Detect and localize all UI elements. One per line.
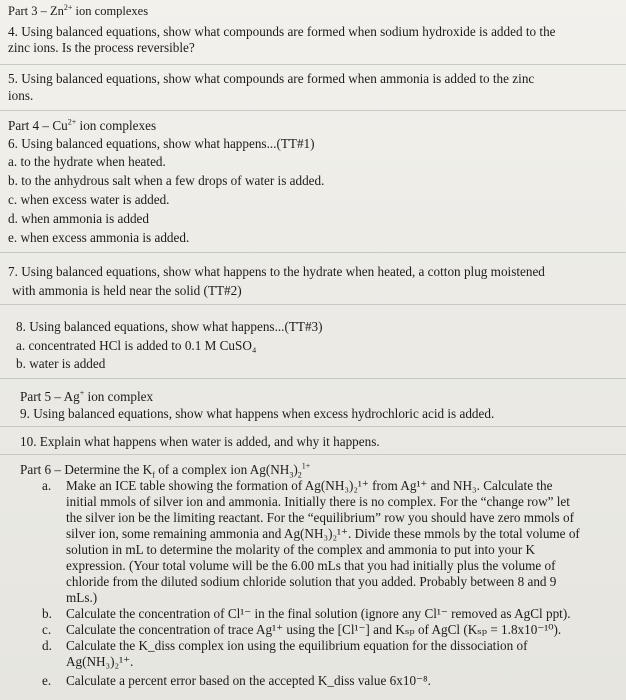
item-d-label: d. [42, 638, 52, 653]
item-a-line: Make an ICE table showing the formation of Ag(NH₃)₂¹⁺ from Ag¹⁺ and NH₃. Calculate the [66, 478, 553, 493]
divider [0, 304, 626, 305]
question-10: 10. Explain what happens when water is added, and why it happens. [20, 434, 380, 449]
item-b-text: Calculate the concentration of Cl¹⁻ in the final solution (ignore any Cl¹⁻ removed as AgCl ppt). [66, 606, 571, 621]
question-4-line1: 4. Using balanced equations, show what compounds are formed when sodium hydroxide is added to the [8, 24, 556, 39]
item-a-line: mLs.) [66, 590, 98, 605]
item-a-label: a. [42, 478, 52, 493]
question-6a: a. to the hydrate when heated. [8, 154, 166, 169]
item-c-label: c. [42, 622, 52, 637]
item-a-line: silver ion, some remaining ammonia and Ag(NH₃)₂¹⁺. Divide these mmols by the total volume of [66, 526, 580, 541]
divider [0, 426, 626, 427]
item-e-text: Calculate a percent error based on the accepted K_diss value 6x10⁻⁸. [66, 673, 431, 688]
item-b-label: b. [42, 606, 52, 621]
divider [0, 252, 626, 253]
part5-heading: Part 5 – Ag+ ion complex [20, 388, 154, 404]
item-a-line: the silver ion be the limiting reactant. For the “equilibrium” row you should have zero mmols of [66, 510, 574, 525]
item-d-line1: Calculate the K_diss complex ion using the equilibrium equation for the dissociation of [66, 638, 528, 653]
item-a-line: initial mmols of silver ion and ammonia. Initially there is no complex. For the “change row” let [66, 494, 570, 509]
question-8a: a. concentrated HCl is added to 0.1 M CuSO₄ [16, 338, 257, 353]
question-6c: c. when excess water is added. [8, 192, 170, 207]
divider [0, 454, 626, 455]
question-5-line1: 5. Using balanced equations, show what compounds are formed when ammonia is added to the zinc [8, 71, 535, 86]
part6-heading: Part 6 – Determine the $K_f$ of a complex ion $Ag(NH_3)_2^{1+}$ [20, 461, 311, 480]
part3-heading: Part $3 - Zn^{2+}$ ion complexes [8, 2, 149, 18]
item-d-line2: Ag(NH₃)₂¹⁺. [66, 654, 134, 669]
question-6d: d. when ammonia is added [8, 211, 149, 226]
question-9: 9. Using balanced equations, show what happens when excess hydrochloric acid is added. [20, 406, 495, 421]
item-e-label: e. [42, 673, 52, 688]
divider [0, 110, 626, 111]
item-a-line: chloride from the diluted sodium chloride solution that you added. Probably between 8 and 9 [66, 574, 557, 589]
item-a-line: solution in mL to determine the molarity of the complex and ammonia to put into your K [66, 542, 536, 557]
question-5-line2: ions. [8, 88, 34, 103]
question-6e: e. when excess ammonia is added. [8, 230, 190, 245]
question-6b: b. to the anhydrous salt when a few drops of water is added. [8, 173, 325, 188]
divider [0, 64, 626, 65]
divider [0, 378, 626, 379]
question-4-line2: zinc ions. Is the process reversible? [8, 40, 195, 55]
item-a-line: expression. (Your total volume will be the 6.00 mLs that you had initially plus the volume of [66, 558, 556, 573]
part4-heading: Part $4 - Cu^{2+}$ ion complexes [8, 117, 157, 133]
question-8: 8. Using balanced equations, show what happens...(TT#3) [16, 319, 323, 334]
question-8b: b. water is added [16, 356, 106, 371]
question-7-line1: 7. Using balanced equations, show what happens to the hydrate when heated, a cotton plug moistened [8, 264, 545, 279]
question-6: 6. Using balanced equations, show what happens...(TT#1) [8, 136, 315, 151]
item-c-text: Calculate the concentration of trace Ag¹⁺ using the [Cl¹⁻] and Kₛₚ of AgCl (Kₛₚ = 1.8x10⁻¹⁰). [66, 622, 562, 637]
question-7-line2: with ammonia is held near the solid (TT#2) [12, 283, 242, 298]
